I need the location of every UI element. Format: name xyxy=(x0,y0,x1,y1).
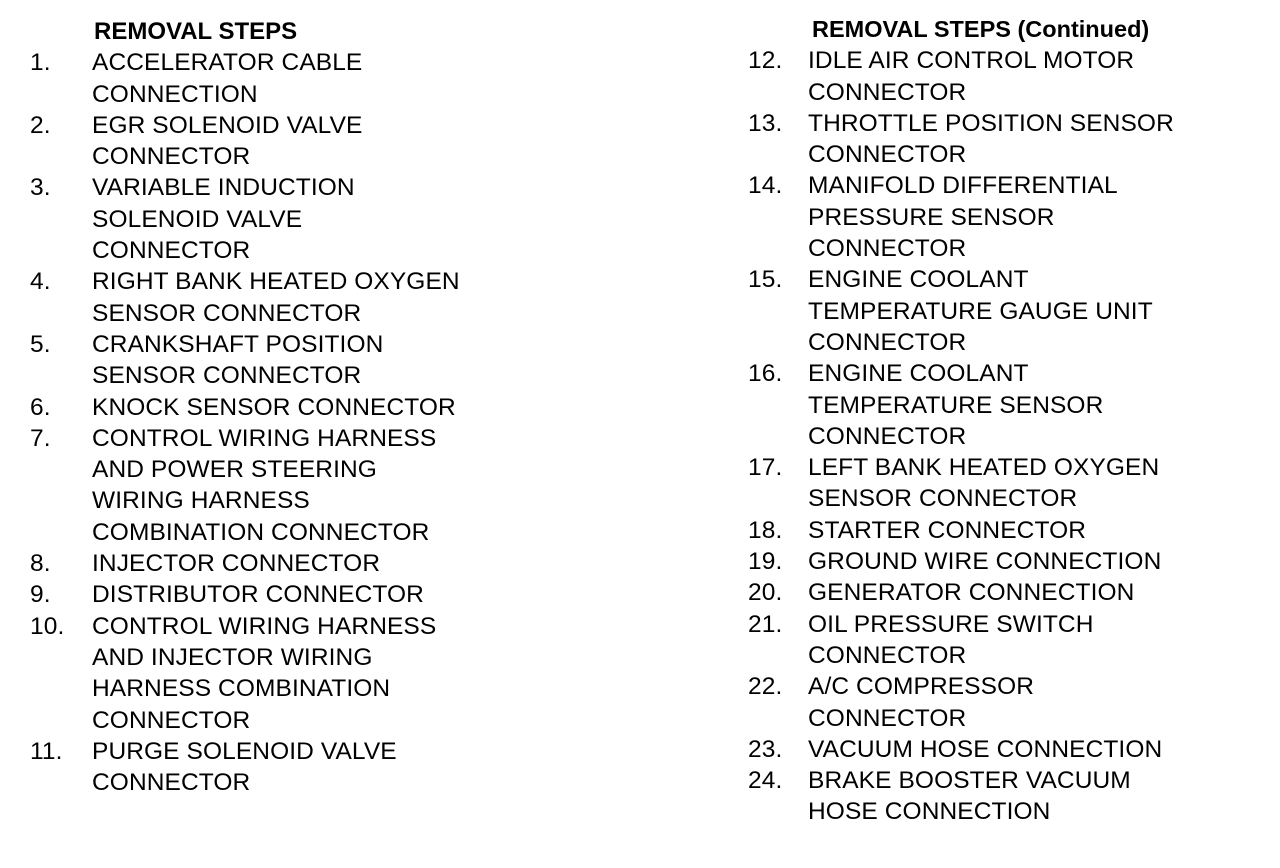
right-column xyxy=(748,0,1278,828)
step-text: CONTROL WIRING HARNESS AND POWER STEERING WIRING HARNESS COMBINATION CONNECTOR xyxy=(92,424,437,546)
step-item xyxy=(748,515,1278,546)
step-number: 10. xyxy=(30,612,65,640)
step-item xyxy=(30,736,670,799)
step-item xyxy=(30,47,670,110)
step-item xyxy=(748,765,1278,828)
step-number: 15. xyxy=(748,266,783,294)
step-text: MANIFOLD DIFFERENTIAL PRESSURE SENSOR CONNECTOR xyxy=(808,172,1118,263)
step-number: 3. xyxy=(30,174,51,202)
removal-steps-continued-heading: REMOVAL STEPS (Continued) xyxy=(812,16,1150,42)
step-number: 13. xyxy=(748,109,783,137)
step-item xyxy=(30,266,670,329)
step-text: INJECTOR CONNECTOR xyxy=(92,550,381,578)
step-item xyxy=(748,264,1278,358)
step-text: CONTROL WIRING HARNESS AND INJECTOR WIRING HARNESS COMBINATION CONNECTOR xyxy=(92,612,437,734)
step-text: VARIABLE INDUCTION SOLENOID VALVE CONNECTOR xyxy=(92,174,355,265)
step-number: 21. xyxy=(748,610,783,638)
step-text: BRAKE BOOSTER VACUUM HOSE CONNECTION xyxy=(808,767,1131,826)
step-text: CRANKSHAFT POSITION SENSOR CONNECTOR xyxy=(92,330,384,390)
step-text: STARTER CONNECTOR xyxy=(808,516,1087,544)
step-number: 7. xyxy=(30,424,51,452)
step-item xyxy=(30,611,670,736)
step-text: ACCELERATOR CABLE CONNECTION xyxy=(92,49,363,108)
step-text: KNOCK SENSOR CONNECTOR xyxy=(92,393,456,421)
step-number: 4. xyxy=(30,268,51,296)
left-column xyxy=(30,0,670,798)
step-number: 1. xyxy=(30,49,51,77)
removal-steps-continued-list xyxy=(748,45,1278,827)
step-number: 18. xyxy=(748,516,783,544)
step-number: 14. xyxy=(748,172,783,200)
step-number: 11. xyxy=(30,737,63,765)
step-item xyxy=(30,172,670,266)
step-item xyxy=(748,546,1278,577)
step-text: PURGE SOLENOID VALVE CONNECTOR xyxy=(92,737,397,797)
step-number: 6. xyxy=(30,393,51,421)
step-number: 9. xyxy=(30,581,51,609)
step-text: ENGINE COOLANT TEMPERATURE SENSOR CONNECTOR xyxy=(808,360,1104,450)
step-number: 12. xyxy=(748,47,783,75)
step-number: 5. xyxy=(30,330,51,358)
step-text: A/C COMPRESSOR CONNECTOR xyxy=(808,673,1035,732)
step-text: GENERATOR CONNECTION xyxy=(808,579,1135,607)
step-item xyxy=(748,170,1278,264)
step-text: LEFT BANK HEATED OXYGEN SENSOR CONNECTOR xyxy=(808,454,1160,513)
step-number: 22. xyxy=(748,673,783,701)
step-text: RIGHT BANK HEATED OXYGEN SENSOR CONNECTOR xyxy=(92,268,460,327)
step-number: 20. xyxy=(748,579,783,607)
step-item xyxy=(30,579,670,610)
step-number: 19. xyxy=(748,548,783,576)
step-item xyxy=(748,45,1278,108)
step-number: 23. xyxy=(748,735,783,763)
step-text: THROTTLE POSITION SENSOR CONNECTOR xyxy=(808,109,1174,169)
step-text: GROUND WIRE CONNECTION xyxy=(808,548,1162,576)
step-text: IDLE AIR CONTROL MOTOR CONNECTOR xyxy=(808,47,1135,106)
removal-steps-list xyxy=(30,47,670,798)
step-item xyxy=(748,671,1278,734)
step-item xyxy=(30,548,670,579)
step-item xyxy=(748,577,1278,608)
step-item xyxy=(748,358,1278,452)
step-item xyxy=(30,423,670,548)
step-text: OIL PRESSURE SWITCH CONNECTOR xyxy=(808,610,1094,669)
step-item xyxy=(30,110,670,173)
step-item xyxy=(30,392,670,423)
step-item xyxy=(748,734,1278,765)
removal-steps-heading: REMOVAL STEPS xyxy=(94,18,298,45)
step-text: VACUUM HOSE CONNECTION xyxy=(808,735,1163,763)
step-number: 16. xyxy=(748,360,783,388)
step-item xyxy=(748,108,1278,171)
step-item xyxy=(30,329,670,392)
step-number: 24. xyxy=(748,767,783,795)
step-text: DISTRIBUTOR CONNECTOR xyxy=(92,581,424,609)
step-number: 8. xyxy=(30,550,51,578)
step-item xyxy=(748,452,1278,515)
step-item xyxy=(748,609,1278,672)
step-number: 2. xyxy=(30,111,51,139)
step-number: 17. xyxy=(748,454,783,482)
step-text: ENGINE COOLANT TEMPERATURE GAUGE UNIT CONNECTOR xyxy=(808,266,1153,356)
step-text: EGR SOLENOID VALVE CONNECTOR xyxy=(92,111,363,171)
